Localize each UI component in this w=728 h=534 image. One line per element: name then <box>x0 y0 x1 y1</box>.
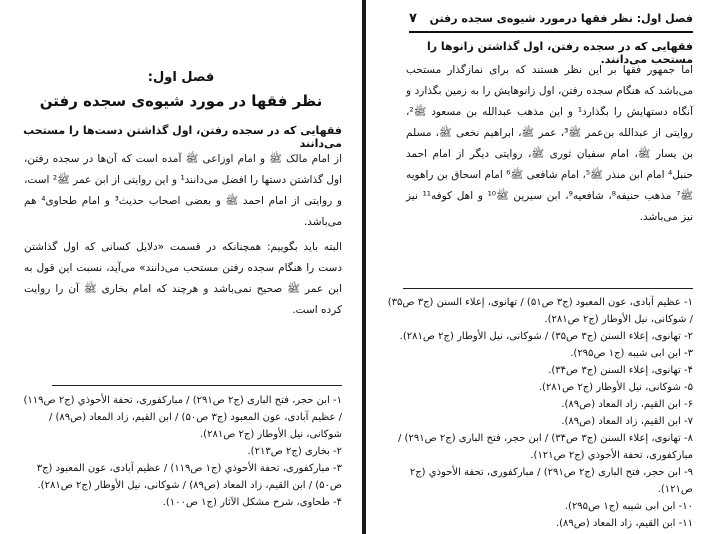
chapter-label: فصل اول: <box>147 70 215 85</box>
chapter-title: نظر فقها در مورد شیوه‌ی سجده رفتن <box>39 92 323 110</box>
running-header <box>409 9 693 27</box>
right-paragraph: اما جمهور فقها بر این نظر هستند که برای نمازگذار مستحب می‌باشد که هنگام سجده رفتن، اول زانوهایش را به زمین بگذارد و آنگاه دستهایش را بگذارد¹ و این مذهب عبدالله بن مسعود ﷺ²، روایتی از عبدالله بن‌عمر ﷺ³، عمر ﷺ، ابراهیم نخعی ﷺ، مسلم بن یسار ﷺ، امام سفیان ثوری ﷺ، روایتی دیگر از امام احمد حنبل⁴ امام ابن منذر ﷺ⁵، امام شافعی ﷺ⁶ امام اسحاق بن راهویه ﷺ⁷ مذهب حنیفه⁸، شافعیه⁹، ابن سیرین ﷺ¹⁰ و اهل کوفه¹¹ نیز نیز می‌باشد. <box>406 64 694 223</box>
running-header-title: فصل اول: نظر فقها درمورد شیوه‌ی سجده رفتن <box>429 11 693 25</box>
footnote-item: ۱۱- ابن القیم، زاد المعاد (ص۸۹). <box>555 518 693 529</box>
footnote-item: ۴- طحاوی، شرح مشکل الآثار (ج۱ ص۱۰۰). <box>162 497 342 508</box>
left-paragraph-2: البته باید بگوییم: همچنانکه در قسمت «دلایل کسانی که اول گذاشتن دست را هنگام سجده رفتن مستحب می‌دانند» می‌آید، نسبت این قول به ابن عمر ﷺ صحیح نمی‌باشد و هرچند که امام بخاری ﷺ آن را روایت کرده است. <box>24 241 342 316</box>
left-paragraph-1: از امام مالک ﷺ و امام اوزاعی ﷺ آمده است که آن‌ها در سجده رفتن، اول گذاشتن دستها را افضل می‌دانند¹ و این روایتی از ابن عمر ﷺ² است، و روایتی از امام احمد ﷺ و بعضی اصحاب حدیث³ و امام طحاوی⁴ هم می‌باشد. <box>24 153 342 228</box>
footnote-item: ۶- ابن القیم، زاد المعاد (ص۸۹). <box>561 399 693 410</box>
footnote-item: ۲- بخاری (ج۲ ص۲۱۳). <box>247 446 342 457</box>
right-footnotes <box>386 294 693 532</box>
left-footnote-separator <box>52 385 342 386</box>
footnote-item: ۳- مبارکفوری، تحفة الأحوذي (ج۱ ص۱۱۹) / عظیم آبادی، عون المعبود (ج۳ ص۵۰) / ابن القیم، زاد المعاد (ص۸۹) / شوکانی، نیل الأوطار (ج۲ ص۲۸۱). <box>36 463 342 491</box>
header-rule <box>409 31 693 33</box>
left-footnotes <box>22 392 342 511</box>
right-footnote-separator <box>403 288 693 289</box>
footnote-item: ۱- عظیم آبادی، عون المعبود (ج۳ ص۵۱) / تهانوی، إعلاء السنن (ج۳ ص۳۵) / شوکانی، نیل الأوطار (ج۲ ص۲۸۱). <box>387 297 693 325</box>
footnote-item: ۴- تهانوی، إعلاء السنن (ج۳ ص۳۴). <box>548 365 693 376</box>
footnote-item: ۹- ابن حجر، فتح الباری (ج۲ ص۲۹۱) / مبارکفوری، تحفة الأحوذي (ج۲ ص۱۲۱). <box>409 467 693 495</box>
footnote-item: ۲- تهانوی، إعلاء السنن (ج۳ ص۳۵) / شوکانی، نیل الأوطار (ج۲ ص۲۸۱). <box>399 331 693 342</box>
footnote-item: ۷- ابن القیم، زاد المعاد (ص۸۹). <box>561 416 693 427</box>
right-body <box>406 60 693 228</box>
left-body <box>24 149 342 321</box>
page-number: ۷ <box>409 10 417 26</box>
left-page <box>0 0 362 534</box>
footnote-item: ۱- ابن حجر، فتح الباری (ج۲ ص۲۹۱) / مبارکفوری، تحفة الأحوذي (ج۲ ص۱۱۹) / عظیم آبادی، عون المعبود (ج۳ ص۵۰) / ابن القیم، زاد المعاد (ص۸۹) / شوکانی، نیل الأوطار (ج۲ ص۲۸۱). <box>23 395 342 440</box>
footnote-item: ۸- تهانوی، إعلاء السنن (ج۳ ص۳۴) / ابن حجر، فتح الباری (ج۲ ص۲۹۱) / مبارکفوری، تحفة الأحوذي (ج۲ ص۱۲۱). <box>398 433 693 461</box>
left-subheading: فقهایی که در سجده رفتن، اول گذاشتن دست‌ها را مستحب می‌دانند <box>23 124 342 150</box>
footnote-item: ۵- شوکانی، نیل الأوطار (ج۲ ص۲۸۱). <box>538 382 693 393</box>
footnote-item: ۳- ابن ابی شیبه (ج۱ ص۲۹۵). <box>570 348 693 359</box>
right-page <box>366 0 728 534</box>
right-subheading: فقهایی که در سجده رفتن، اول گذاشتن زانوها را مستحب می‌دانند. <box>426 40 693 66</box>
footnote-item: ۱۰- ابن ابی شیبه (ج۱ ص۲۹۵). <box>564 501 693 512</box>
